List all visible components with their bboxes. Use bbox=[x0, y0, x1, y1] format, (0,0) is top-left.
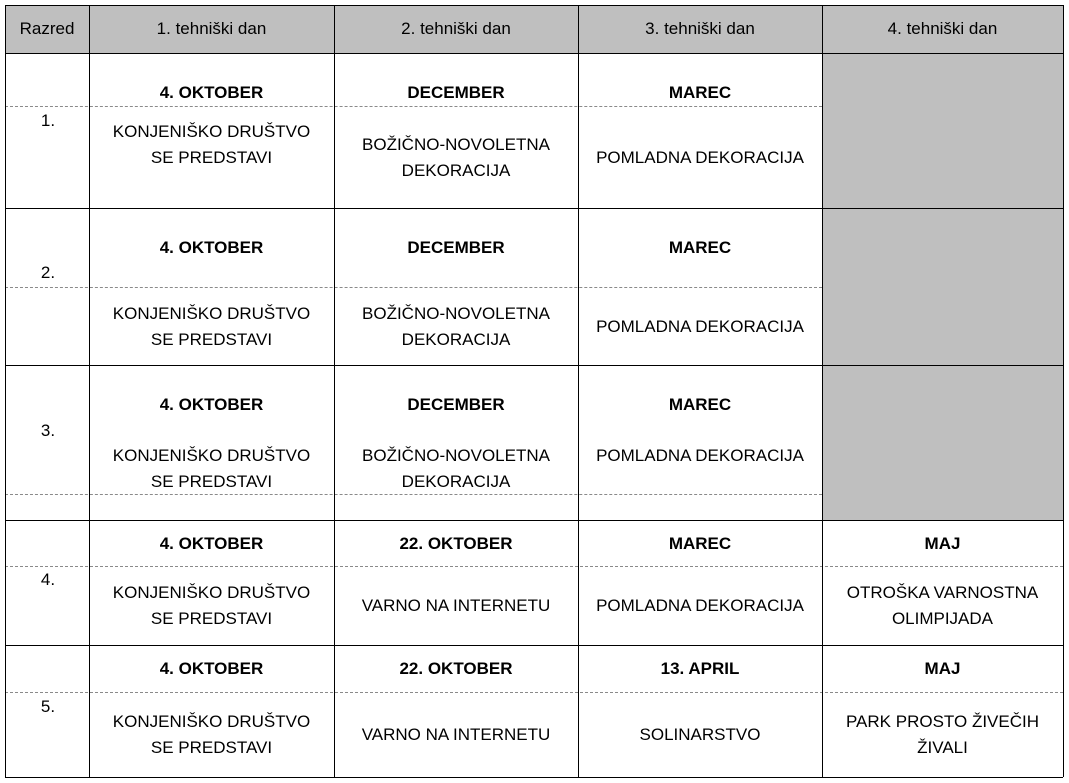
header-label: Razred bbox=[19, 19, 75, 38]
topic-cell: POMLADNA DEKORACIJA bbox=[596, 446, 804, 465]
table-border bbox=[5, 645, 1063, 646]
topic-cell: BOŽIČNO-NOVOLETNA DEKORACIJA bbox=[362, 446, 550, 491]
table-border bbox=[334, 5, 335, 777]
header-day-2 bbox=[334, 5, 578, 53]
date-cell: MAREC bbox=[668, 238, 732, 257]
topic-cell: VARNO NA INTERNETU bbox=[361, 596, 551, 615]
table-border bbox=[1063, 5, 1064, 777]
date-cell: 4. OKTOBER bbox=[159, 534, 264, 553]
topic-cell: SOLINARSTVO bbox=[639, 725, 761, 744]
date-cell: DECEMBER bbox=[407, 238, 505, 257]
header-day-1 bbox=[89, 5, 334, 53]
table-border bbox=[89, 5, 90, 777]
table-border bbox=[822, 5, 823, 777]
date-cell: MAREC bbox=[668, 534, 732, 553]
date-cell: 4. OKTOBER bbox=[159, 83, 264, 102]
date-cell: 4. OKTOBER bbox=[159, 659, 264, 678]
table-border bbox=[5, 365, 1063, 366]
header-day-4 bbox=[822, 5, 1063, 53]
date-cell: MAREC bbox=[668, 83, 732, 102]
date-cell: 4. OKTOBER bbox=[159, 395, 264, 414]
razred-number: 2. bbox=[40, 263, 56, 282]
topic-cell: POMLADNA DEKORACIJA bbox=[596, 596, 804, 615]
table-border bbox=[5, 777, 1063, 778]
date-cell: DECEMBER bbox=[407, 83, 505, 102]
date-cell: 22. OKTOBER bbox=[399, 659, 513, 678]
header-label: 4. tehniški dan bbox=[887, 19, 998, 38]
empty-cell bbox=[822, 53, 1063, 520]
razred-number: 4. bbox=[40, 570, 56, 589]
row-divider bbox=[5, 566, 1063, 567]
razred-number: 1. bbox=[40, 111, 56, 130]
header-label: 1. tehniški dan bbox=[156, 19, 267, 38]
row-divider bbox=[5, 692, 1063, 693]
table-border bbox=[5, 5, 1063, 6]
topic-cell: BOŽIČNO-NOVOLETNA DEKORACIJA bbox=[362, 135, 550, 180]
header-day-3 bbox=[578, 5, 822, 53]
topic-cell: POMLADNA DEKORACIJA bbox=[596, 317, 804, 336]
date-cell: MAJ bbox=[924, 659, 961, 678]
topic-cell: VARNO NA INTERNETU bbox=[361, 725, 551, 744]
topic-cell: OTROŠKA VARNOSTNA OLIMPIJADA bbox=[846, 583, 1039, 628]
topic-cell: POMLADNA DEKORACIJA bbox=[596, 148, 804, 167]
razred-number: 5. bbox=[40, 697, 56, 716]
table-border bbox=[5, 5, 6, 777]
topic-cell: PARK PROSTO ŽIVEČIH ŽIVALI bbox=[845, 712, 1040, 757]
date-cell: MAJ bbox=[924, 534, 961, 553]
header-label: 2. tehniški dan bbox=[401, 19, 511, 38]
razred-number: 3. bbox=[40, 421, 56, 440]
date-cell: 4. OKTOBER bbox=[159, 238, 264, 257]
header-label: 3. tehniški dan bbox=[645, 19, 755, 38]
row-divider bbox=[5, 287, 822, 288]
table-border bbox=[578, 5, 579, 777]
table-border bbox=[5, 520, 1063, 521]
row-divider bbox=[5, 106, 822, 107]
topic-cell: BOŽIČNO-NOVOLETNA DEKORACIJA bbox=[362, 304, 550, 349]
header-razred bbox=[5, 5, 89, 53]
date-cell: DECEMBER bbox=[407, 395, 505, 414]
topic-cell: KONJENIŠKO DRUŠTVO SE PREDSTAVI bbox=[112, 122, 311, 167]
topic-cell: KONJENIŠKO DRUŠTVO SE PREDSTAVI bbox=[112, 304, 311, 349]
date-cell: 22. OKTOBER bbox=[399, 534, 513, 553]
date-cell: 13. APRIL bbox=[660, 659, 740, 678]
topic-cell: KONJENIŠKO DRUŠTVO SE PREDSTAVI bbox=[112, 583, 311, 628]
row-divider bbox=[5, 494, 822, 495]
topic-cell: KONJENIŠKO DRUŠTVO SE PREDSTAVI bbox=[112, 446, 311, 491]
topic-cell: KONJENIŠKO DRUŠTVO SE PREDSTAVI bbox=[112, 712, 311, 757]
table-border bbox=[5, 208, 1063, 209]
date-cell: MAREC bbox=[668, 395, 732, 414]
table-border bbox=[5, 53, 1063, 54]
